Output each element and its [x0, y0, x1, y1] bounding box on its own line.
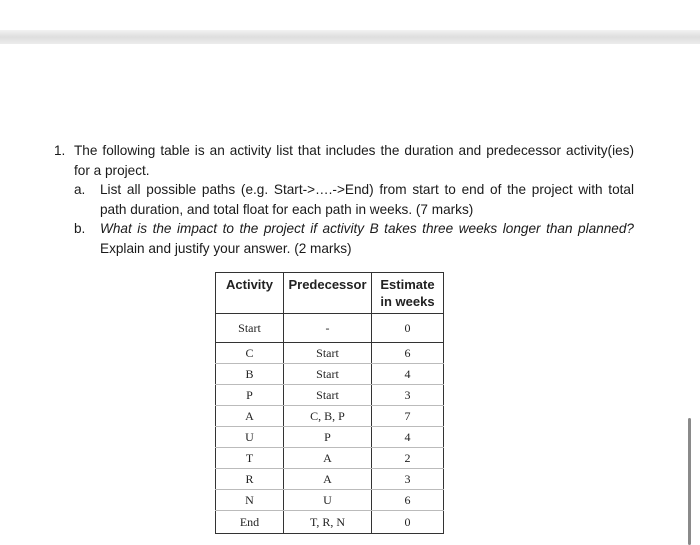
predecessor-cell: Start [284, 343, 372, 364]
question-block [54, 141, 634, 258]
predecessor-cell: A [284, 469, 372, 490]
vertical-scrollbar-thumb[interactable] [688, 418, 691, 545]
activity-table [215, 272, 444, 534]
estimate-cell: 3 [372, 385, 444, 406]
table-row [216, 385, 444, 406]
activity-cell: U [216, 427, 284, 448]
activity-cell: P [216, 385, 284, 406]
header-predecessor: Predecessor [284, 273, 372, 314]
activity-cell: A [216, 406, 284, 427]
predecessor-cell: T, R, N [284, 511, 372, 534]
part-a-letter: a. [74, 182, 86, 197]
header-activity: Activity [216, 273, 284, 314]
table-row [216, 343, 444, 364]
activity-cell: T [216, 448, 284, 469]
table-row [216, 490, 444, 511]
table-row [216, 427, 444, 448]
question-number: 1. [54, 143, 66, 158]
predecessor-cell: Start [284, 385, 372, 406]
part-b-letter: b. [74, 221, 86, 236]
estimate-cell: 2 [372, 448, 444, 469]
estimate-cell: 4 [372, 427, 444, 448]
estimate-cell: 6 [372, 343, 444, 364]
part-b-text: Explain and justify your answer. (2 marks) [100, 240, 352, 256]
part-a [74, 180, 634, 219]
table-row [216, 314, 444, 343]
table-row [216, 511, 444, 534]
predecessor-cell: P [284, 427, 372, 448]
predecessor-cell: - [284, 314, 372, 343]
question-intro: The following table is an activity list that includes the duration and predecessor activity(ies) for a project. [74, 143, 634, 178]
table-header-row [216, 273, 444, 314]
activity-cell: Start [216, 314, 284, 343]
estimate-cell: 4 [372, 364, 444, 385]
estimate-cell: 3 [372, 469, 444, 490]
activity-cell: End [216, 511, 284, 534]
estimate-cell: 0 [372, 314, 444, 343]
header-estimate: Estimate in weeks [372, 273, 444, 314]
activity-cell: N [216, 490, 284, 511]
table-row [216, 364, 444, 385]
table-row [216, 406, 444, 427]
estimate-cell: 6 [372, 490, 444, 511]
part-a-text: List all possible paths (e.g. Start->….->End) from start to end of the project with total path duration, and total float for each path in weeks. (7 marks) [100, 182, 634, 217]
predecessor-cell: C, B, P [284, 406, 372, 427]
activity-cell: C [216, 343, 284, 364]
estimate-cell: 0 [372, 511, 444, 534]
part-b-body [100, 219, 634, 258]
top-toolbar-bar [0, 30, 700, 44]
activity-cell: B [216, 364, 284, 385]
part-b [74, 219, 634, 258]
table-row [216, 469, 444, 490]
predecessor-cell: A [284, 448, 372, 469]
predecessor-cell: Start [284, 364, 372, 385]
predecessor-cell: U [284, 490, 372, 511]
activity-cell: R [216, 469, 284, 490]
table-row [216, 448, 444, 469]
estimate-cell: 7 [372, 406, 444, 427]
part-b-italic-text: What is the impact to the project if activity B takes three weeks longer than planned? [100, 221, 634, 236]
